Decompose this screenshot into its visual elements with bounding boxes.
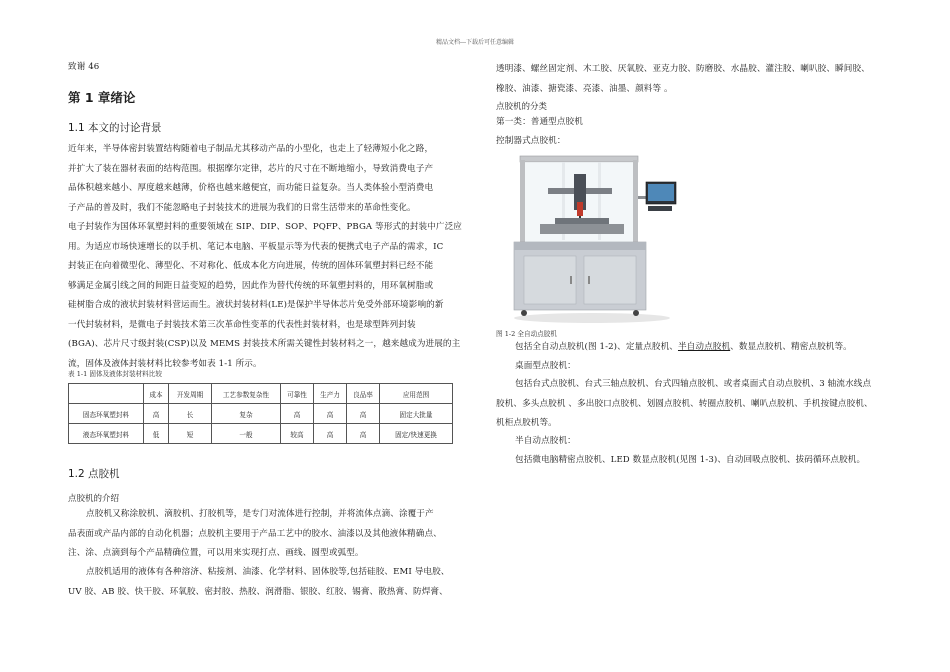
table-cell: 高: [347, 404, 380, 424]
subsection-class-title: 点胶机的分类: [496, 102, 548, 112]
comparison-table: [68, 383, 453, 444]
dispensing-machine-icon: [500, 152, 680, 324]
table-header-cell: 成本: [144, 384, 169, 404]
p2-line-6: 一代封装材料，是微电子封装技术第三次革命性变革的代表性封装材料，也是球型阵列封装: [68, 319, 416, 330]
p3-line-2: 品表面或产品内部的自动化机器；点胶机主要用于产品工艺中的胶水、油漆以及其他液体精确点、: [68, 528, 442, 539]
table-header-cell: 可靠性: [281, 384, 314, 404]
p3-line-3: 注、涂、点滴到每个产品精确位置，可以用来实现打点、画线、圆型或弧型。: [68, 548, 364, 558]
p4-line-2: UV 胶、AB 胶、快干胶、环氧胶、密封胶、热胶、润滑脂、银胶、红胶、锡膏、散热膏、防焊膏、: [68, 586, 448, 597]
p1-line-3: 品体积越来越小、厚度越来越薄，价格也越来越便宜，而功能日益复杂。当人类体验小型消费电: [68, 183, 434, 193]
p1-line-4: 子产品的普及时，我们不能忽略电子封装技术的进展为我们的日常生活带来的革命性变化。: [68, 202, 416, 213]
table-header-cell: 良品率: [347, 384, 380, 404]
table-header-cell: 开发周期: [169, 384, 212, 404]
table-cell: 高: [347, 424, 380, 444]
page-header: 精品文档---下载后可任意编辑: [435, 39, 515, 46]
subsection-intro-title: 点胶机的介绍: [68, 494, 120, 504]
table-cell: 高: [314, 404, 347, 424]
table-cell: 固定大批量: [380, 404, 453, 424]
table-header-cell: 应用范围: [380, 384, 453, 404]
controller-label: 控制器式点胶机：: [496, 136, 566, 146]
p4-line-1: 点胶机适用的液体有各种溶济、粘接剂、油漆、化学材料、固体胶等,包括硅胶、EMI 导电胶、: [86, 567, 450, 577]
include-1-b: 、数显点胶机、精密点胶机等。: [730, 342, 852, 352]
cont-line-1: 透明漆、螺丝固定剂、木工胶、厌氧胶、亚克力胶、防磨胶、水晶胶、灌注胶、喇叭胶、瞬间胶、: [496, 64, 870, 74]
semi-auto-link[interactable]: 半自动点胶机: [677, 342, 731, 352]
table-cell: 一般: [212, 424, 281, 444]
section-1-2-title: 1.2 点胶机: [68, 468, 120, 480]
include-line-1: [515, 338, 852, 358]
table-cell: 高: [281, 404, 314, 424]
include-2-line-3: 机柜点胶机等。: [496, 418, 557, 428]
table-header-cell: 工艺参数复杂性: [212, 384, 281, 404]
table-cell: 较高: [281, 424, 314, 444]
right-continued: [496, 60, 870, 99]
desktop-label: 桌面型点胶机：: [515, 361, 576, 371]
table-header-cell: [69, 384, 144, 404]
include-2-line-1: 包括台式点胶机、台式三轴点胶机、台式四轴点胶机、或者桌面式自动点胶机、3 轴流水线点: [515, 379, 872, 389]
table-cell: 低: [144, 424, 169, 444]
p2-line-2: 用。为适应市场快速增长的以手机、笔记本电脑、平板显示等为代表的便携式电子产品的需求，IC: [68, 241, 444, 252]
toc-tail: 致谢 46: [68, 62, 100, 72]
section-1-1-title: 1.1 本文的讨论背景: [68, 122, 162, 134]
p1-line-1: 近年来，半导体密封装置结构随着电子制品尤其移动产品的小型化，也走上了轻薄短小化之路，: [68, 144, 434, 154]
p3-line-1: 点胶机又称涂胶机、滴胶机、打胶机等，是专门对流体进行控制，并将流体点滴、涂覆于产: [86, 509, 434, 519]
paragraph-4: [68, 563, 450, 602]
table-cell: 液态环氧塑封料: [69, 424, 144, 444]
p2-line-7: (BGA)、芯片尺寸级封装(CSP)以及 MEMS 封装技术所需关键性封装材料之一，越来越成为进展的主: [68, 339, 461, 349]
p2-line-5: 硅树脂合成的液状封装材料营运而生。液状封装材料(LE)是保护半导体芯片免受外部环境影响的新: [68, 300, 444, 310]
paragraph-1: [68, 140, 433, 218]
table-header-row: [69, 384, 453, 404]
type-1-label: 第一类：普通型点胶机: [496, 117, 583, 127]
p2-line-3: 封装正在向着微型化、薄型化、不对称化、低成本化方向进展，传统的固体环氧塑封料已经不能: [68, 261, 434, 271]
table-row: [69, 424, 453, 444]
include-line-3: 包括微电脑精密点胶机、LED 数显点胶机(见图 1-3)、自动回吸点胶机、拔码循环点胶机。: [515, 455, 866, 465]
table-cell: 高: [144, 404, 169, 424]
paragraph-2: [68, 218, 462, 374]
p2-line-8: 流，固体及液体封装材料比较参考如表 1-1 所示。: [68, 358, 262, 369]
p1-line-2: 并扩大了装在器材表面的结构范围。根据摩尔定律，芯片的尺寸在不断地缩小，导致消费电子产: [68, 163, 434, 174]
include-1-a: 包括全自动点胶机(图 1-2)、定量点胶机、: [515, 342, 678, 352]
figure-caption: 图 1-2 全自动点胶机: [496, 330, 557, 338]
table-cell: 短: [169, 424, 212, 444]
semi-auto-label: 半自动点胶机：: [515, 436, 576, 446]
table-header-cell: 生产力: [314, 384, 347, 404]
table-caption: 表 1-1 固体及液体封装材料比较: [68, 370, 162, 378]
table-cell: 长: [169, 404, 212, 424]
p2-line-4: 够满足金属引线之间的间距日益变短的趋势，因此作为替代传统的环氧塑封料的，用环氧树脂或: [68, 280, 434, 291]
chapter-title: 第 1 章绪论: [68, 90, 136, 105]
table-cell: 复杂: [212, 404, 281, 424]
table-cell: 高: [314, 424, 347, 444]
table-row: [69, 404, 453, 424]
table-cell: 固定/快速更换: [380, 424, 453, 444]
include-2-line-2: 胶机、多头点胶机 、多出胶口点胶机、划圆点胶机、转圈点胶机、喇叭点胶机、手机按键点胶机、: [496, 398, 873, 409]
p2-line-1: 电子封装作为国体环氧塑封料的重要领域在 SIP、DIP、SOP、PQFP、PBGA 等形式的封装中广泛应: [68, 222, 463, 232]
paragraph-3: [68, 505, 442, 564]
cont-line-2: 橡胶、油漆、搪瓷漆、亮漆、油墨、颜料等 。: [496, 83, 673, 94]
table-cell: 固态环氧塑封料: [69, 404, 144, 424]
include-paragraph-2: [496, 375, 873, 434]
